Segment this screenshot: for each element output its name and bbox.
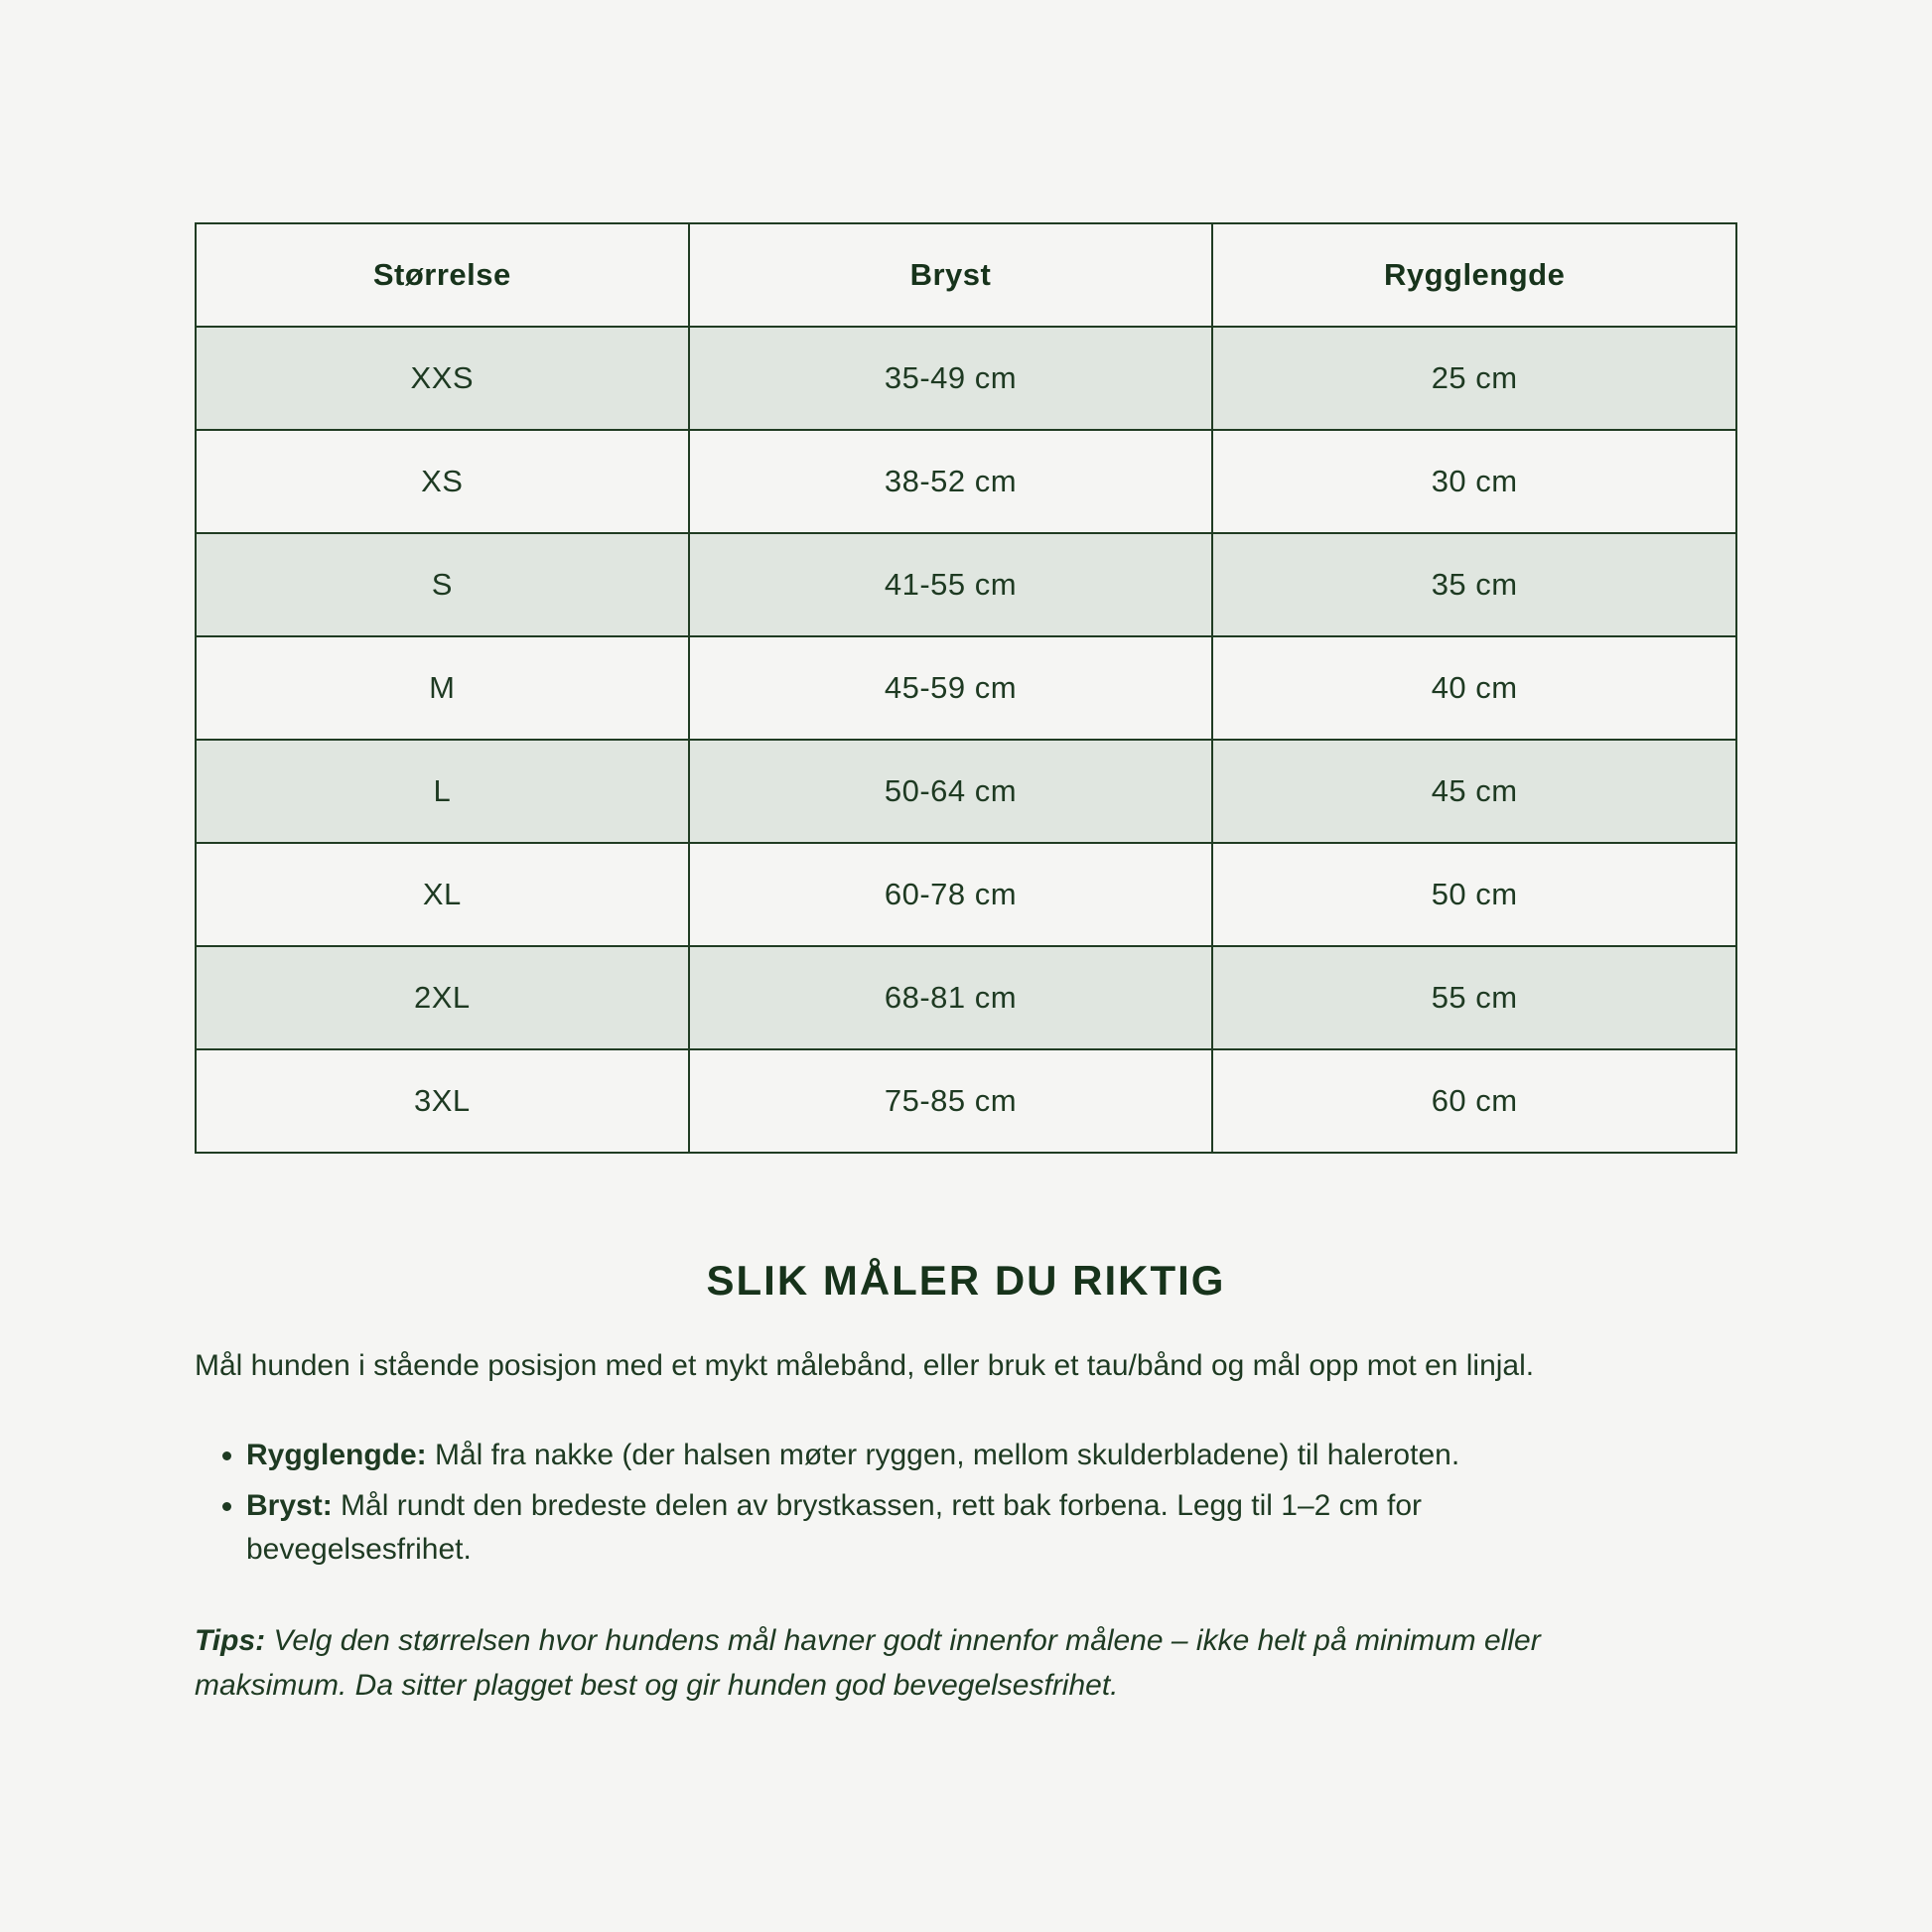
list-item [246, 1434, 1616, 1477]
page-title: SLIK MÅLER DU RIKTIG [706, 1257, 1226, 1304]
list-item [246, 1484, 1616, 1571]
rygglengde-cell: 60 cm [1212, 1049, 1736, 1153]
column-header-rygglengde: Rygglengde [1212, 223, 1736, 327]
measure-section [195, 1257, 1737, 1708]
size-cell: XXS [196, 327, 689, 430]
table-row [196, 1049, 1736, 1153]
bryst-cell: 38-52 cm [689, 430, 1213, 533]
bryst-cell: 75-85 cm [689, 1049, 1213, 1153]
size-cell: 3XL [196, 1049, 689, 1153]
rygglengde-cell: 55 cm [1212, 946, 1736, 1049]
size-cell: M [196, 636, 689, 740]
rygglengde-cell: 45 cm [1212, 740, 1736, 843]
rygglengde-cell: 30 cm [1212, 430, 1736, 533]
tips-text: Velg den størrelsen hvor hundens mål havner godt innenfor målene – ikke helt på minimum eller maksimum. Da sitter plagget best og gir hunden god bevegelsesfrihet. [195, 1624, 1541, 1702]
rygglengde-cell: 25 cm [1212, 327, 1736, 430]
tips-label: Tips: [195, 1624, 266, 1657]
bullet-label: Rygglengde: [246, 1438, 427, 1471]
size-cell: 2XL [196, 946, 689, 1049]
bryst-cell: 45-59 cm [689, 636, 1213, 740]
table-header-row [196, 223, 1736, 327]
rygglengde-cell: 50 cm [1212, 843, 1736, 946]
table-row [196, 740, 1736, 843]
table-row [196, 636, 1736, 740]
intro-paragraph: Mål hunden i stående posisjon med et mykt målebånd, eller bruk et tau/bånd og mål opp mot en linjal. [195, 1349, 1535, 1382]
size-cell: L [196, 740, 689, 843]
size-guide-content [195, 222, 1737, 1708]
measure-instructions-list [195, 1434, 1616, 1572]
bryst-cell: 35-49 cm [689, 327, 1213, 430]
rygglengde-cell: 35 cm [1212, 533, 1736, 636]
table-row [196, 843, 1736, 946]
bryst-cell: 50-64 cm [689, 740, 1213, 843]
table-row [196, 327, 1736, 430]
rygglengde-cell: 40 cm [1212, 636, 1736, 740]
column-header-storrelse: Størrelse [196, 223, 689, 327]
table-row [196, 946, 1736, 1049]
size-cell: XS [196, 430, 689, 533]
size-cell: XL [196, 843, 689, 946]
tips-paragraph [195, 1618, 1585, 1708]
table-row [196, 533, 1736, 636]
size-cell: S [196, 533, 689, 636]
bullet-label: Bryst: [246, 1489, 333, 1522]
column-header-bryst: Bryst [689, 223, 1213, 327]
bryst-cell: 68-81 cm [689, 946, 1213, 1049]
bryst-cell: 41-55 cm [689, 533, 1213, 636]
bullet-text: Mål fra nakke (der halsen møter ryggen, mellom skulderbladene) til haleroten. [426, 1438, 1460, 1471]
table-row [196, 430, 1736, 533]
bullet-text: Mål rundt den bredeste delen av brystkassen, rett bak forbena. Legg til 1–2 cm for bevegelsesfrihet. [246, 1489, 1422, 1566]
bryst-cell: 60-78 cm [689, 843, 1213, 946]
size-chart-table [195, 222, 1737, 1154]
